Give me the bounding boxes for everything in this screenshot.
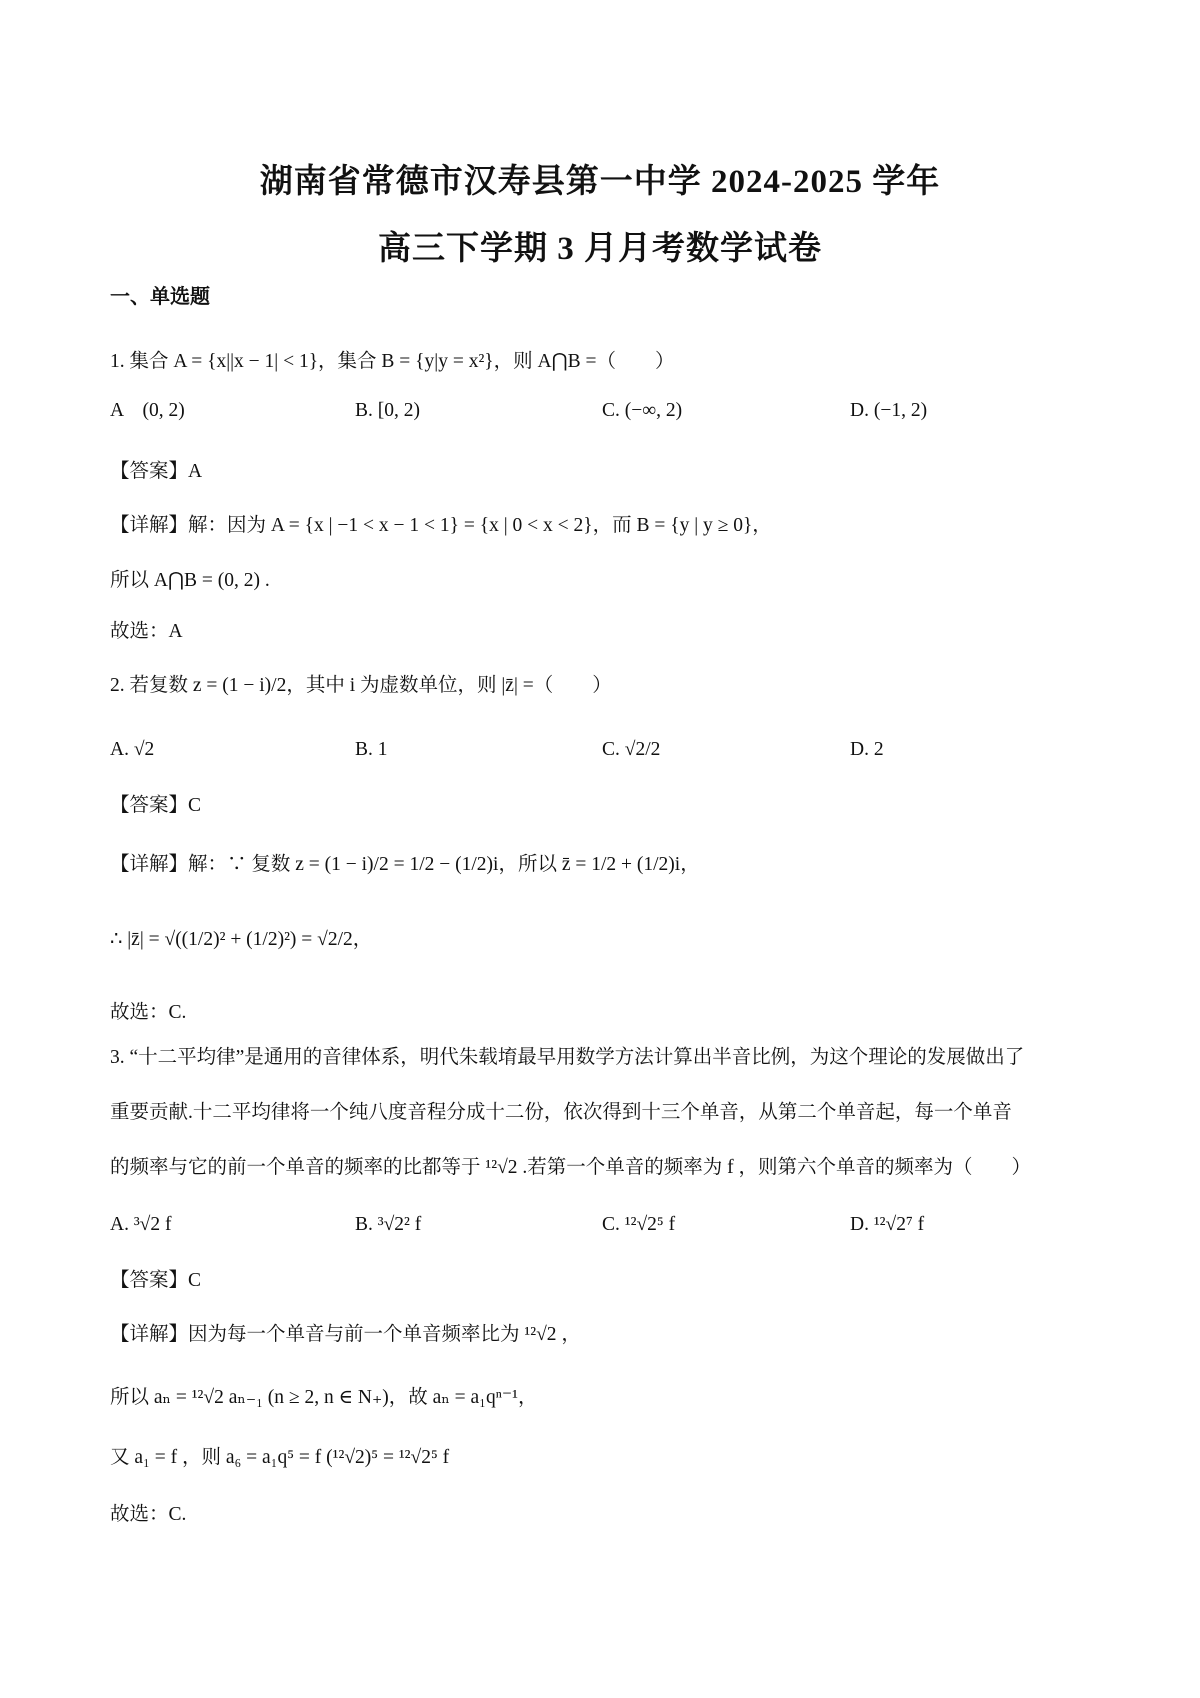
q3-option-a: A. ³√2 f (110, 1214, 172, 1235)
q1-answer: 【答案】A (110, 461, 203, 482)
exam-title-line1: 湖南省常德市汉寿县第一中学 2024-2025 学年 (259, 164, 941, 200)
q1-stem: 1. 集合 A = {x||x − 1| < 1}，集合 B = {y|y = x²}，则 A⋂B =（ ） (110, 351, 675, 372)
q3-option-b: B. ³√2² f (355, 1214, 422, 1235)
q1-option-d: D. (−1, 2) (850, 400, 928, 421)
q3-answer: 【答案】C (110, 1270, 202, 1291)
q3-detail-line3: 又 a₁ = f ，则 a₆ = a₁q⁵ = f (¹²√2)⁵ = ¹²√2⁵ f (110, 1447, 450, 1468)
q3-option-d: D. ¹²√2⁷ f (850, 1214, 925, 1235)
q1-detail-line1: 【详解】解：因为 A = {x | −1 < x − 1 < 1} = {x | 0 < x < 2}，而 B = {y | y ≥ 0}， (110, 515, 772, 536)
q2-option-c: C. √2/2 (602, 739, 661, 760)
q2-option-d: D. 2 (850, 739, 884, 760)
q2-detail-line1: 【详解】解：∵ 复数 z = (1 − i)/2 = 1/2 − (1/2)i，所以 z̄ = 1/2 + (1/2)i， (110, 854, 700, 875)
exam-title-line2: 高三下学期 3 月月考数学试卷 (378, 231, 822, 267)
q2-choice: 故选：C. (110, 1002, 187, 1023)
q2-detail-line2: ∴ |z̄| = √((1/2)² + (1/2)²) = √2/2， (110, 929, 373, 950)
q2-answer: 【答案】C (110, 795, 202, 816)
q1-detail-line2: 所以 A⋂B = (0, 2) . (110, 570, 270, 591)
q3-choice: 故选：C. (110, 1504, 187, 1525)
q1-choice: 故选：A (110, 621, 183, 642)
q3-stem-line3: 的频率与它的前一个单音的频率的比都等于 ¹²√2 .若第一个单音的频率为 f ，则第六个单音的频率为（ ） (110, 1157, 1032, 1178)
section-heading-single-choice: 一、单选题 (110, 286, 210, 308)
q3-option-c: C. ¹²√2⁵ f (602, 1214, 676, 1235)
q3-stem-line1: 3. “十二平均律”是通用的音律体系，明代朱载堉最早用数学方法计算出半音比例，为这个理论的发展做出了 (110, 1047, 1025, 1068)
q2-stem: 2. 若复数 z = (1 − i)/2，其中 i 为虚数单位，则 |z̄| =（ ） (110, 675, 612, 696)
q3-detail-line2: 所以 aₙ = ¹²√2 aₙ₋₁ (n ≥ 2, n ∈ N₊)，故 aₙ = a₁qⁿ⁻¹， (110, 1387, 538, 1408)
q1-option-a: A (0, 2) (110, 400, 185, 421)
q2-option-a: A. √2 (110, 739, 155, 760)
q3-stem-line2: 重要贡献.十二平均律将一个纯八度音程分成十二份，依次得到十三个单音，从第二个单音起，每一个单音 (110, 1102, 1012, 1123)
q1-option-b: B. [0, 2) (355, 400, 420, 421)
q2-option-b: B. 1 (355, 739, 388, 760)
q1-option-c: C. (−∞, 2) (602, 400, 683, 421)
q3-detail-line1: 【详解】因为每一个单音与前一个单音频率比为 ¹²√2 ， (110, 1324, 581, 1345)
